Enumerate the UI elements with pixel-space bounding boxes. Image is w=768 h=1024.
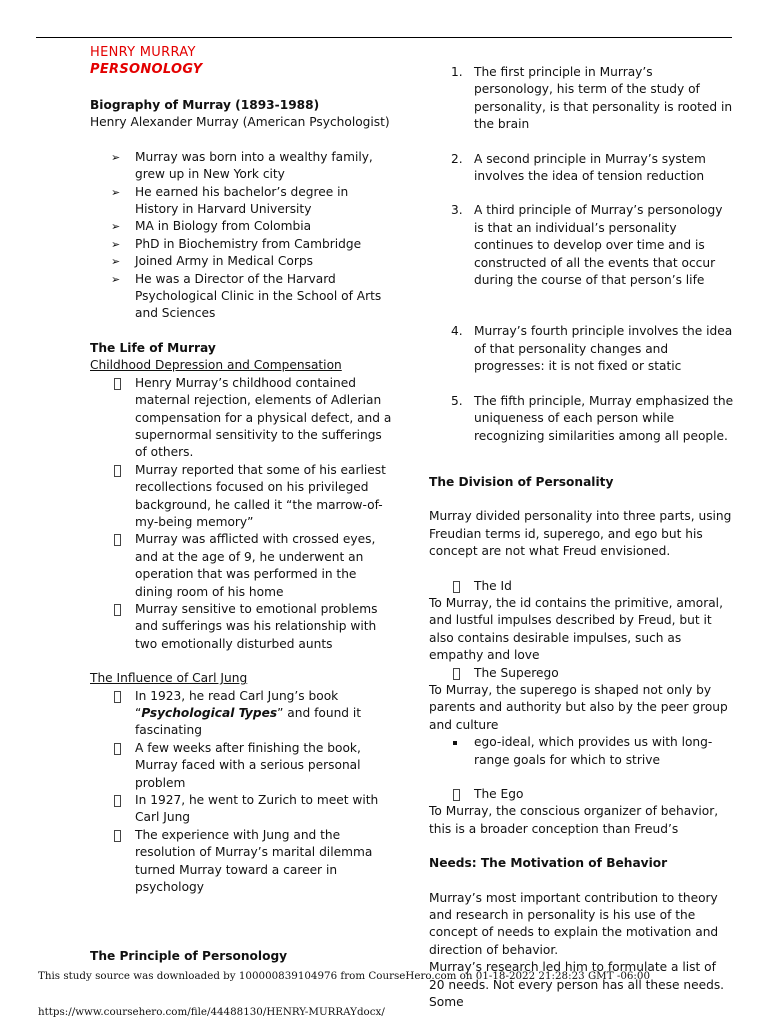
bio-item: ➢ He earned his bachelor’s degree in History in Harvard University <box>111 184 349 217</box>
jung-item: In 1923, he read Carl Jung’s book “Psychological Types” and found it fascinating <box>90 688 395 740</box>
source-url-link[interactable]: https://www.coursehero.com/file/44488130/HENRY-MURRAYdocx/ <box>38 1006 385 1018</box>
missing-glyph-bullet-icon <box>114 691 121 703</box>
bio-heading: Biography of Murray (1893-1988) <box>90 98 320 112</box>
arrow-bullet-icon: ➢ <box>111 220 121 234</box>
jung-heading: The Influence of Carl Jung <box>90 671 248 686</box>
book-title: Psychological Types <box>141 706 278 720</box>
principle-item: 2. A second principle in Murray’s system involves the idea of tension reduction <box>451 151 706 184</box>
left-column <box>90 44 395 896</box>
principle-item: 3. A third principle of Murray’s personology is that an individual’s personality continues to develop over time and is constructed of all the events that occur during the course of that person’s life <box>451 203 723 288</box>
life-item: Murray reported that some of his earliest recollections focused on his privileged background, he called it “the marrow-of-my-being memory” <box>90 462 395 532</box>
missing-glyph-bullet-icon <box>114 604 121 616</box>
jung-item: The experience with Jung and the resolution of Murray’s marital dilemma turned Murray toward a career in psychology <box>90 827 395 897</box>
bio-list <box>90 149 395 323</box>
bio-item: ➢ Murray was born into a wealthy family, grew up in New York city <box>111 149 373 182</box>
id-label: The Id <box>429 578 734 595</box>
bio-item: ➢ He was a Director of the Harvard Psychological Clinic in the School of Arts and Sciences <box>111 271 382 321</box>
missing-glyph-bullet-icon <box>114 378 121 390</box>
life-item: Henry Murray’s childhood contained maternal rejection, elements of Adlerian compensation for a physical defect, and a supernormal sensitivity to the sufferings of others. <box>90 375 395 462</box>
principle-heading: The Principle of Personology <box>90 949 288 963</box>
life-item: Murray was afflicted with crossed eyes, and at the age of 9, he underwent an operation that was performed in the dining room of his home <box>90 531 395 601</box>
principle-item: 1. The first principle in Murray’s personology, his term of the study of personality, is that personality is rooted in the brain <box>451 65 733 132</box>
jung-list <box>90 688 395 897</box>
principles-list <box>429 64 734 445</box>
division-intro: Murray divided personality into three parts, using Freudian terms id, superego, and ego but his concept are not what Freud envisioned. <box>429 509 732 559</box>
arrow-bullet-icon: ➢ <box>111 237 121 251</box>
missing-glyph-bullet-icon <box>114 743 121 755</box>
ego-text: To Murray, the conscious organizer of behavior, this is a broader conception than Freud’s <box>429 804 719 836</box>
life-item: Murray sensitive to emotional problems and sufferings was his relationship with two emotionally disturbed aunts <box>90 601 395 653</box>
square-bullet-icon <box>453 741 457 745</box>
missing-glyph-bullet-icon <box>114 465 121 477</box>
life-list <box>90 375 395 654</box>
right-column <box>429 64 734 1011</box>
superego-label: The Superego <box>429 665 734 682</box>
egoideal-item: ego-ideal, which provides us with long-range goals for which to strive <box>429 734 734 769</box>
division-heading: The Division of Personality <box>429 474 614 489</box>
missing-glyph-bullet-icon <box>114 795 121 807</box>
superego-text: To Murray, the superego is shaped not only by parents and authority but also by the peer group and culture <box>429 682 728 732</box>
arrow-bullet-icon: ➢ <box>111 255 121 269</box>
jung-item: A few weeks after finishing the book, Murray faced with a serious personal problem <box>90 740 395 792</box>
bio-subtitle: Henry Alexander Murray (American Psychologist) <box>90 115 390 130</box>
header-rule <box>36 37 732 38</box>
arrow-bullet-icon: ➢ <box>111 150 121 164</box>
ego-label: The Ego <box>429 786 734 803</box>
missing-glyph-bullet-icon <box>114 830 121 842</box>
missing-glyph-bullet-icon <box>453 668 460 680</box>
jung-item: In 1927, he went to Zurich to meet with Carl Jung <box>90 792 395 827</box>
life-subheading: Childhood Depression and Compensation <box>90 358 342 373</box>
arrow-bullet-icon: ➢ <box>111 185 121 199</box>
needs-paragraph-1: Murray’s most important contribution to theory and research in personality is his use of the concept of needs to explain the motivation and direction of behavior. <box>429 890 719 957</box>
id-text: To Murray, the id contains the primitive, amoral, and lustful impulses described by Freud, but it also contains desirable impulses, such as empathy and love <box>429 595 723 663</box>
principle-item: 5. The fifth principle, Murray emphasized the uniqueness of each person while recognizing similarities among all people. <box>451 393 734 443</box>
bio-item: ➢ MA in Biology from Colombia <box>90 218 395 235</box>
life-heading: The Life of Murray <box>90 340 216 355</box>
bio-item: ➢ Joined Army in Medical Corps <box>90 253 395 270</box>
doc-title-subject: PERSONOLOGY <box>90 62 203 77</box>
arrow-bullet-icon: ➢ <box>111 272 121 286</box>
missing-glyph-bullet-icon <box>453 581 460 593</box>
needs-paragraph-2: Murray’s research led him to formulate a list of 20 needs. Not every person has all these needs. Some <box>429 960 725 1010</box>
bio-item: ➢ PhD in Biochemistry from Cambridge <box>90 236 395 253</box>
principle-item: 4. Murray’s fourth principle involves the idea of that personality changes and progresses: it is not fixed or static <box>451 324 733 374</box>
doc-title-name: HENRY MURRAY <box>90 45 196 60</box>
missing-glyph-bullet-icon <box>114 534 121 546</box>
missing-glyph-bullet-icon <box>453 789 460 801</box>
download-note: This study source was downloaded by 100000839104976 from CourseHero.com on 01-18-2022 21:28:23 GMT -06:00 <box>38 970 651 982</box>
needs-heading: Needs: The Motivation of Behavior <box>429 856 668 871</box>
